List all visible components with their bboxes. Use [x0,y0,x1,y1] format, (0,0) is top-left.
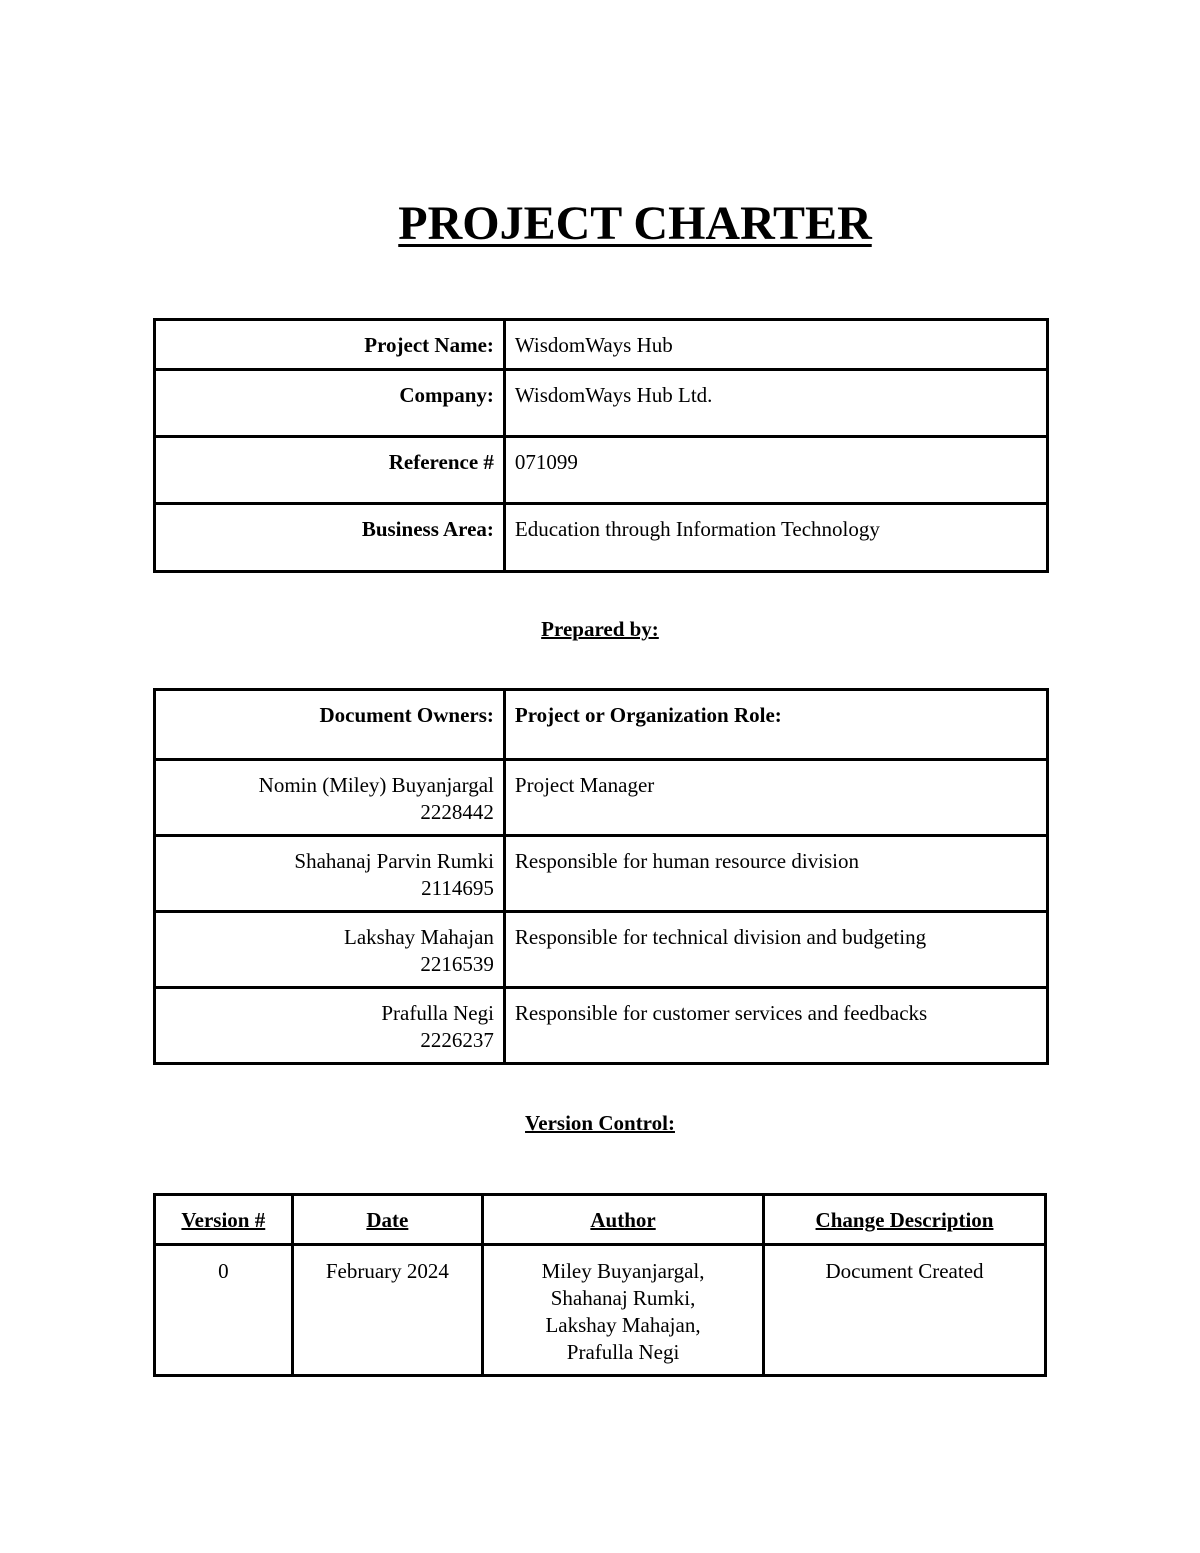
change-description: Document Created [764,1245,1046,1376]
table-row [155,504,1048,572]
version-author [483,1245,764,1376]
table-row [155,836,1048,912]
table-row [155,988,1048,1064]
role-column-header: Project or Organization Role: [504,690,1047,760]
table-header-row [155,1195,1046,1245]
project-info-table [153,318,1049,573]
table-header-row [155,690,1048,760]
date-column-header: Date [292,1195,482,1245]
version-column-header: Version # [155,1195,293,1245]
author-name: Shahanaj Rumki, [550,1286,696,1310]
owner-id: 2226237 [420,1028,494,1052]
business-area-value: Education through Information Technology [504,504,1047,572]
version-control-heading: Version Control: [525,1111,675,1135]
author-name: Prafulla Negi [566,1340,680,1364]
reference-value: 071099 [504,437,1047,504]
owner-role: Responsible for technical division and budgeting [504,912,1047,988]
business-area-label: Business Area: [155,504,505,572]
owner-id: 2216539 [420,952,494,976]
owner-cell [155,836,505,912]
owner-role: Project Manager [504,760,1047,836]
project-name-value: WisdomWays Hub [504,320,1047,370]
owner-id: 2114695 [421,876,494,900]
owner-cell [155,760,505,836]
version-number: 0 [155,1245,293,1376]
table-row [155,1245,1046,1376]
table-row [155,437,1048,504]
owner-cell [155,912,505,988]
prepared-by-heading: Prepared by: [541,617,659,641]
owner-name: Prafulla Negi [381,1001,494,1025]
author-name: Lakshay Mahajan, [545,1313,701,1337]
project-name-label: Project Name: [155,320,505,370]
document-title: PROJECT CHARTER [398,197,872,250]
owner-role: Responsible for customer services and feedbacks [504,988,1047,1064]
owners-column-header: Document Owners: [155,690,505,760]
version-date: February 2024 [292,1245,482,1376]
table-row [155,760,1048,836]
owner-id: 2228442 [420,800,494,824]
table-row [155,370,1048,437]
table-row [155,912,1048,988]
company-label: Company: [155,370,505,437]
table-row [155,320,1048,370]
company-value: WisdomWays Hub Ltd. [504,370,1047,437]
owner-name: Nomin (Miley) Buyanjargal [258,773,494,797]
version-control-table [153,1193,1047,1377]
owner-name: Lakshay Mahajan [344,925,494,949]
reference-label: Reference # [155,437,505,504]
owner-role: Responsible for human resource division [504,836,1047,912]
author-column-header: Author [483,1195,764,1245]
owner-name: Shahanaj Parvin Rumki [294,849,494,873]
document-owners-table [153,688,1049,1065]
owner-cell [155,988,505,1064]
author-name: Miley Buyanjargal, [541,1259,705,1283]
change-description-column-header: Change Description [764,1195,1046,1245]
